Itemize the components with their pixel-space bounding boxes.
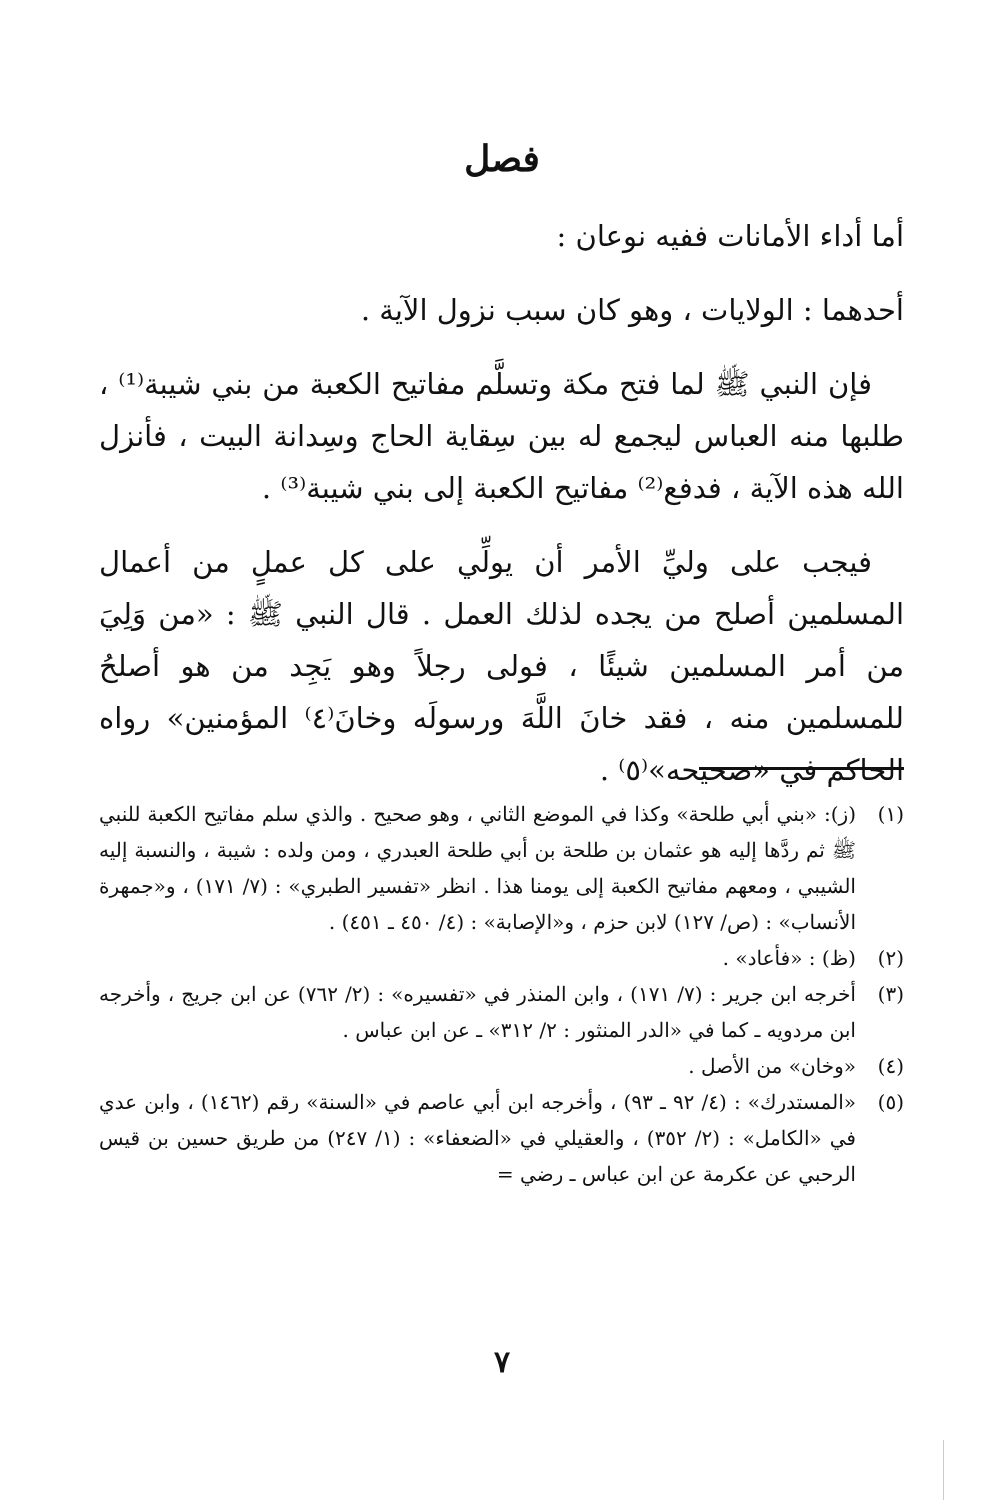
page-number: ٧ xyxy=(493,1345,511,1380)
section-heading: فصل xyxy=(464,138,540,180)
footnote-number: (٢) xyxy=(877,946,904,970)
footnote-item xyxy=(99,796,904,940)
footnote-item xyxy=(99,1048,904,1084)
footnote-divider xyxy=(699,767,904,770)
footnote-item xyxy=(99,940,904,976)
footnote-number: (٤) xyxy=(877,1054,904,1078)
paragraph-kaaba-keys: فإن النبي ﷺ لما فتح مكة وتسلَّم مفاتيح الكعبة من بني شيبة⁽¹⁾ ، طلبها منه العباس ليجمع له بين سِقاية الحاج وسِدانة البيت ، فأنزل الله هذه الآية ، فدفع⁽²⁾ مفاتيح الكعبة إلى بني شيبة⁽³⁾ . xyxy=(99,367,904,505)
footnote-text: «وخان» من الأصل . xyxy=(688,1054,856,1078)
footnote-text: أخرجه ابن جرير : (٧/ ١٧١) ، وابن المنذر في «تفسيره» : (٢/ ٧٦٢) عن ابن جريج ، وأخرجه ابن مردويه ـ كما في «الدر المنثور : ٢/ ٣١٢» ـ عن ابن عباس . xyxy=(99,982,856,1042)
paragraph-intro: أما أداء الأمانات ففيه نوعان : xyxy=(556,219,904,253)
paragraph-ruler-duty: فيجب على وليِّ الأمر أن يولِّي على كل عملٍ من أعمال المسلمين أصلح من يجده لذلك العمل . قال النبي ﷺ : «من وَلِيَ من أمر المسلمين شيئًا ، فولى رجلاً وهو يَجِد من هو أصلحُ للمسلمين منه ، فقد خانَ اللَّهَ ورسولَه وخانَ⁽٤⁾ المؤمنين» رواه الحاكم في «صحيحه»⁽٥⁾ . xyxy=(99,545,904,787)
footnote-number: (٣) xyxy=(877,982,904,1006)
footnote-item xyxy=(99,976,904,1048)
footnote-text: (ز): «بني أبي طلحة» وكذا في الموضع الثاني ، وهو صحيح . والذي سلم مفاتيح الكعبة للنبي ﷺ ثم ردَّها إليه هو عثمان بن طلحة بن أبي طلحة العبدري ، ومن ولده : شيبة ، والنسبة إليه الشيبي ، ومعهم مفاتيح الكعبة إلى يومنا هذا . انظر «تفسير الطبري» : (٧/ ١٧١) ، و«جمهرة الأنساب» : (ص/ ١٢٧) لابن حزم ، و«الإصابة» : (٤/ ٤٥٠ ـ ٤٥١) . xyxy=(99,802,856,934)
footnotes xyxy=(99,796,904,1192)
footnote-text: (ظ) : «فأعاد» . xyxy=(722,946,856,970)
footnote-number: (٥) xyxy=(877,1090,904,1114)
footnote-number: (١) xyxy=(877,802,904,826)
footnote-text: «المستدرك» : (٤/ ٩٢ ـ ٩٣) ، وأخرجه ابن أبي عاصم في «السنة» رقم (١٤٦٢) ، وابن عدي في «الكامل» : (٢/ ٣٥٢) ، والعقيلي في «الضعفاء» : (١/ ٢٤٧) من طريق حسين بن قيس الرحبي عن عكرمة عن ابن عباس ـ رضي = xyxy=(99,1090,856,1186)
paragraph-first-type: أحدهما : الولايات ، وهو كان سبب نزول الآية . xyxy=(360,293,904,327)
footnote-item xyxy=(99,1084,904,1192)
page-edge-line xyxy=(943,1440,944,1500)
body-text xyxy=(99,210,904,796)
